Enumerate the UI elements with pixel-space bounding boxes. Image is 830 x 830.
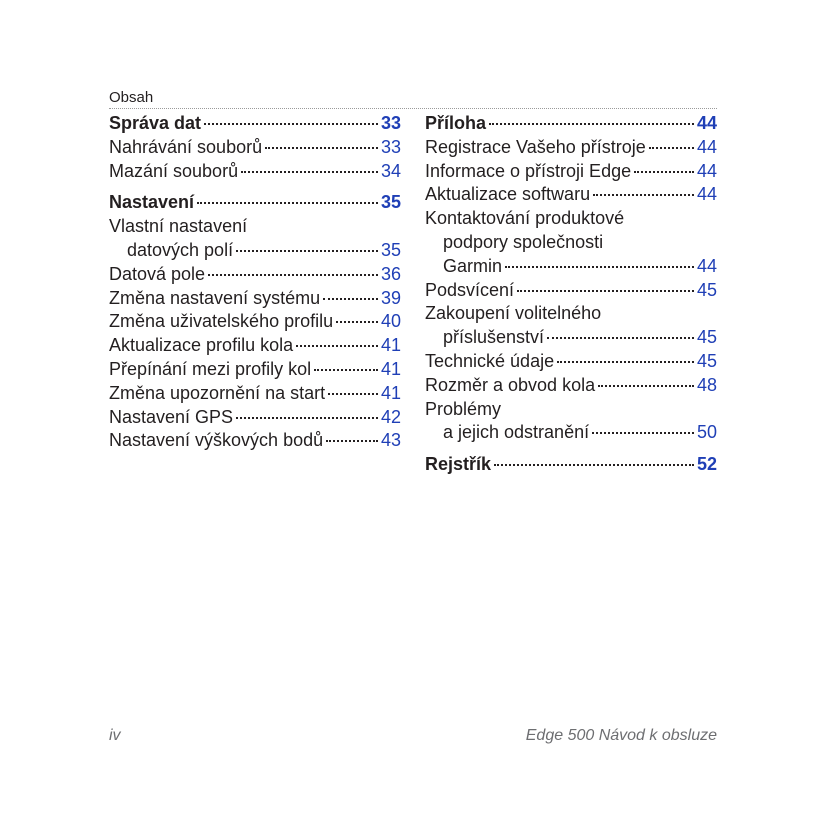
toc-entry[interactable]: [425, 183, 717, 207]
toc-entry[interactable]: [425, 421, 717, 445]
toc-entry-title: Podsvícení: [425, 279, 515, 300]
toc-entry-title: Aktualizace profilu kola: [109, 335, 294, 356]
dot-leader: [634, 171, 694, 173]
toc-page-link[interactable]: 45: [696, 350, 717, 371]
toc-entry-title: příslušenství: [443, 327, 545, 348]
toc-page-link[interactable]: 41: [380, 335, 401, 356]
toc-page-link[interactable]: 35: [380, 192, 401, 213]
toc-page-link[interactable]: 40: [380, 311, 401, 332]
toc-page-link[interactable]: 45: [696, 327, 717, 348]
toc-entry-title-line: podpory společnosti: [443, 231, 604, 252]
dot-leader: [296, 345, 378, 347]
toc-page-link[interactable]: 48: [696, 374, 717, 395]
dot-leader: [598, 385, 694, 387]
toc-entry-title-line: Vlastní nastavení: [109, 216, 248, 237]
dot-leader: [336, 321, 378, 323]
toc-entry-title: Příloha: [425, 113, 487, 133]
toc-page-link[interactable]: 44: [696, 113, 717, 133]
toc-page-link[interactable]: 50: [696, 422, 717, 443]
toc-entry[interactable]: [425, 160, 717, 184]
toc-entry-title: Nastavení GPS: [109, 406, 234, 427]
toc-entry[interactable]: [109, 287, 401, 311]
toc-page-link[interactable]: 41: [380, 358, 401, 379]
toc-entry[interactable]: [109, 112, 401, 136]
toc-entry[interactable]: [425, 350, 717, 374]
toc-entry[interactable]: [109, 136, 401, 160]
toc-entry[interactable]: [109, 334, 401, 358]
toc-entry[interactable]: [109, 160, 401, 184]
dot-leader: [323, 298, 378, 300]
toc-page-link[interactable]: 45: [696, 279, 717, 300]
toc-entry-title: Správa dat: [109, 113, 202, 133]
toc-entry[interactable]: [425, 136, 717, 160]
toc-entry[interactable]: [109, 358, 401, 382]
toc-entry-title: Rozměr a obvod kola: [425, 374, 596, 395]
toc-entry-title: Změna nastavení systému: [109, 287, 321, 308]
dot-leader: [314, 369, 378, 371]
toc-entry-title: Technické údaje: [425, 350, 555, 371]
toc-entry-title: Nastavení výškových bodů: [109, 430, 324, 451]
dot-leader: [649, 147, 694, 149]
toc-entry-title: Registrace Vašeho přístroje: [425, 136, 646, 157]
toc-entry[interactable]: [425, 279, 717, 303]
toc-page-link[interactable]: 44: [696, 160, 717, 181]
header-divider: [109, 108, 717, 109]
toc-entry-title: Informace o přístroji Edge: [425, 160, 632, 181]
toc-page-link[interactable]: 41: [380, 382, 401, 403]
toc-page-link[interactable]: 44: [696, 136, 717, 157]
dot-leader: [592, 432, 694, 434]
dot-leader: [505, 266, 694, 268]
toc-entry-title: Přepínání mezi profily kol: [109, 358, 312, 379]
toc-entry-title: Změna uživatelského profilu: [109, 311, 334, 332]
toc-entry-title: Změna upozornění na start: [109, 382, 326, 403]
dot-leader: [208, 274, 378, 276]
toc-page-link[interactable]: 52: [696, 454, 717, 475]
toc-entry-title-line: Kontaktování produktové: [425, 208, 625, 229]
dot-leader: [328, 393, 378, 395]
dot-leader: [494, 464, 694, 466]
toc-entry[interactable]: [425, 255, 717, 279]
dot-leader: [517, 290, 694, 292]
toc-entry-title: a jejich odstranění: [443, 422, 590, 443]
dot-leader: [197, 202, 378, 204]
toc-page-link[interactable]: 35: [380, 239, 401, 260]
toc-entry[interactable]: [109, 263, 401, 287]
toc-entry-title: Aktualizace softwaru: [425, 184, 591, 205]
toc-entry[interactable]: [425, 453, 717, 477]
toc-page-link[interactable]: 44: [696, 184, 717, 205]
toc-entry-title-line: Problémy: [425, 398, 502, 419]
dot-leader: [241, 171, 378, 173]
toc-entry[interactable]: [109, 310, 401, 334]
dot-leader: [236, 417, 378, 419]
toc-entry[interactable]: [109, 382, 401, 406]
toc-entry[interactable]: [425, 112, 717, 136]
dot-leader: [557, 361, 694, 363]
dot-leader: [489, 123, 694, 125]
toc-page-link[interactable]: 33: [380, 136, 401, 157]
toc-page-link[interactable]: 42: [380, 406, 401, 427]
toc-page-link[interactable]: 34: [380, 160, 401, 181]
toc-entry[interactable]: [425, 326, 717, 350]
dot-leader: [236, 250, 378, 252]
toc-entry-title-line: Zakoupení volitelného: [425, 303, 602, 324]
footer-page-number: iv: [109, 727, 121, 744]
footer-document-title: Edge 500 Návod k obsluze: [525, 727, 717, 744]
toc-entry[interactable]: [109, 429, 401, 453]
toc-right-column: [425, 112, 717, 477]
toc-entry-title: datových polí: [127, 239, 234, 260]
toc-page-link[interactable]: 44: [696, 255, 717, 276]
dot-leader: [265, 147, 378, 149]
running-header: Obsah: [109, 89, 154, 106]
toc-entry-title: Nastavení: [109, 192, 195, 213]
toc-entry-title: Rejstřík: [425, 454, 492, 475]
toc-page-link[interactable]: 33: [380, 113, 401, 133]
toc-entry[interactable]: [109, 406, 401, 430]
dot-leader: [593, 194, 694, 196]
dot-leader: [204, 123, 378, 125]
toc-entry-title: Nahrávání souborů: [109, 136, 263, 157]
dot-leader: [326, 440, 378, 442]
toc-page-link[interactable]: 36: [380, 263, 401, 284]
toc-entry[interactable]: [109, 191, 401, 215]
toc-entry-title: Mazání souborů: [109, 160, 239, 181]
toc-entry[interactable]: [109, 239, 401, 263]
dot-leader: [547, 337, 694, 339]
toc-entry[interactable]: [425, 374, 717, 398]
toc-entry-title: Garmin: [443, 255, 503, 276]
toc-page-link[interactable]: 39: [380, 287, 401, 308]
toc-page-link[interactable]: 43: [380, 430, 401, 451]
toc-entry-title: Datová pole: [109, 263, 206, 284]
toc-left-column: [109, 112, 401, 453]
